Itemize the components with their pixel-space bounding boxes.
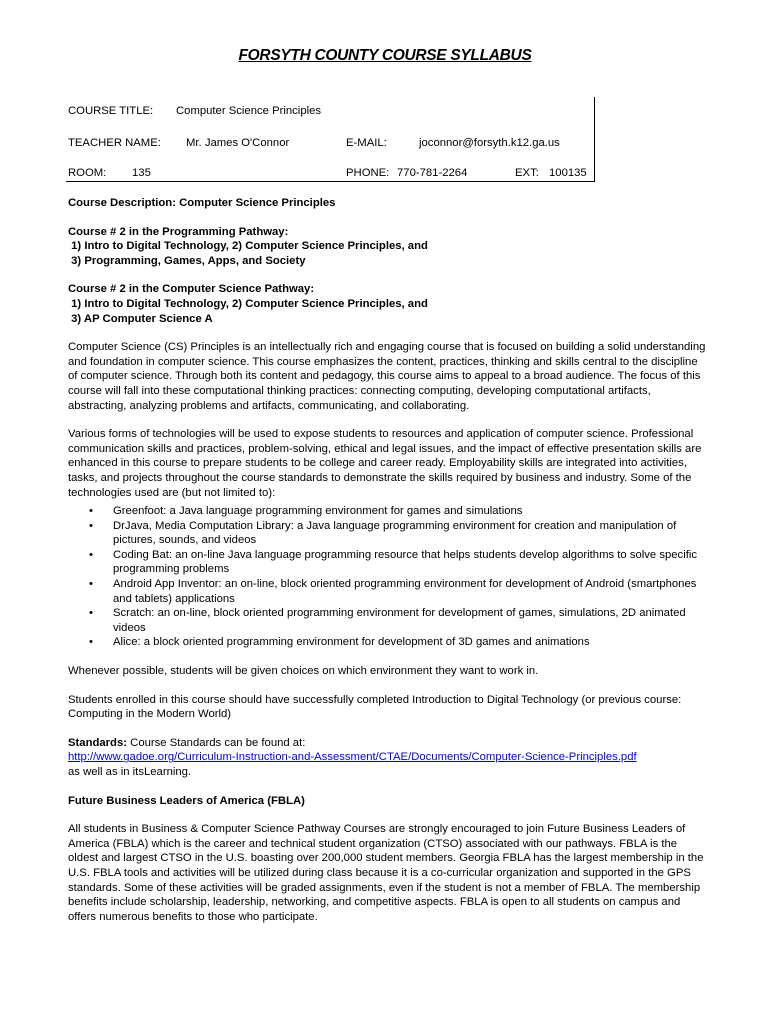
room-label: ROOM: xyxy=(68,167,107,179)
list-item: • DrJava, Media Computation Library: a Java language programming environment for creation and manipulation of pictures, sounds, and videos xyxy=(68,519,708,548)
fbla-heading: Future Business Leaders of America (FBLA) xyxy=(68,794,305,807)
choice-paragraph: Whenever possible, students will be given choices on which environment they want to work in. xyxy=(68,665,539,678)
ext-label: EXT: xyxy=(515,167,539,179)
room-value: 135 xyxy=(132,167,151,179)
cs-pathway-heading: Course # 2 in the Computer Science Pathway: xyxy=(68,283,315,296)
email-value: joconnor@forsyth.k12.ga.us xyxy=(419,137,560,149)
intro-paragraph: Computer Science (CS) Principles is an intellectually rich and engaging course that is focused on building a solid understanding and foundation in computer science. This course emphasizes the content, practices, thinking and skills central to the discipline of computer science. Through both its content and pedagogy, this course aims to appeal to a broad audience. The focus of this course will fall into these computational thinking practices: connecting computing, developing computational artifacts, abstracting, analyzing problems and artifacts, communicating, and collaborating. xyxy=(68,341,706,412)
standards-link[interactable]: http://www.gadoe.org/Curriculum-Instruction-and-Assessment/CTAE/Documents/Computer-Science-Principles.pdf xyxy=(68,751,637,764)
programming-pathway-heading: Course # 2 in the Programming Pathway: xyxy=(68,225,289,238)
syllabus-body xyxy=(68,196,708,938)
list-item: • Android App Inventor: an on-line, block oriented programming environment for development of Android (smartphones and tablets) applications xyxy=(68,577,708,606)
course-title-value: Computer Science Principles xyxy=(176,105,322,117)
teacher-value: Mr. James O'Connor xyxy=(186,137,290,149)
standards-section xyxy=(68,736,708,780)
email-label: E-MAIL: xyxy=(346,137,387,149)
list-item: • Alice: a block oriented programming environment for development of 3D games and animations xyxy=(68,635,708,650)
programming-pathway-line1: 1) Intro to Digital Technology, 2) Computer Science Principles, and xyxy=(71,240,428,253)
prerequisite-paragraph: Students enrolled in this course should have successfully completed Introduction to Digital Technology (or previous course: Computing in the Modern World) xyxy=(68,693,682,721)
standards-label: Standards: xyxy=(68,736,128,749)
standards-after: as well as in itsLearning. xyxy=(68,766,192,778)
document-title: FORSYTH COUNTY COURSE SYLLABUS xyxy=(238,47,532,64)
cs-pathway-line1: 1) Intro to Digital Technology, 2) Computer Science Principles, and xyxy=(71,297,428,310)
fbla-paragraph: All students in Business & Computer Science Pathway Courses are strongly encouraged to join Future Business Leaders of America (FBLA) which is the career and technical student organization (CTSO) associated with our pathways. FBLA is the oldest and largest CTSO in the U.S. boasting over 200,000 student members. Georgia FBLA has the largest membership in the U.S. FBLA tools and activities will be utilized during class because it is a co-curricular organization and supported in the GPS standards. Some of these activities will be graded assignments, even if the student is not a member of FBLA. The membership benefits include scholarship, leadership, networking, and competitive aspects. FBLA is open to all students on campus and offers numerous benefits to those who participate. xyxy=(68,823,704,923)
cs-pathway xyxy=(68,282,708,326)
teacher-label: TEACHER NAME: xyxy=(68,137,161,149)
cs-pathway-line2: 3) AP Computer Science A xyxy=(71,312,213,325)
technologies-list xyxy=(68,504,708,650)
technologies-paragraph: Various forms of technologies will be used to expose students to resources and application of computer science. Professional communication skills and practices, problem-solving, ethical and legal issues, and the impact of effective presentation skills are enhanced in this course to prepare students to be college and career ready. Employability skills are integrated into activities, tasks, and projects throughout the course standards to demonstrate the skills required by business and industry. Some of the technologies used are (but not limited to): xyxy=(68,428,702,499)
programming-pathway-line2: 3) Programming, Games, Apps, and Society xyxy=(71,254,306,267)
phone-label: PHONE: xyxy=(346,167,390,179)
list-item: • Scratch: an on-line, block oriented programming environment for development of games, simulations, 2D animated videos xyxy=(68,606,708,635)
programming-pathway xyxy=(68,225,708,269)
standards-text: Course Standards can be found at: xyxy=(127,736,306,749)
list-item: • Coding Bat: an on-line Java language programming resource that helps students develop algorithms to solve specific programming problems xyxy=(68,548,708,577)
description-heading: Course Description: Computer Science Principles xyxy=(68,197,336,209)
phone-value: 770-781-2264 xyxy=(397,167,468,179)
course-info-header xyxy=(66,97,595,182)
list-item: • Greenfoot: a Java language programming environment for games and simulations xyxy=(68,504,708,519)
ext-value: 100135 xyxy=(549,167,587,179)
course-title-label: COURSE TITLE: xyxy=(68,105,154,117)
